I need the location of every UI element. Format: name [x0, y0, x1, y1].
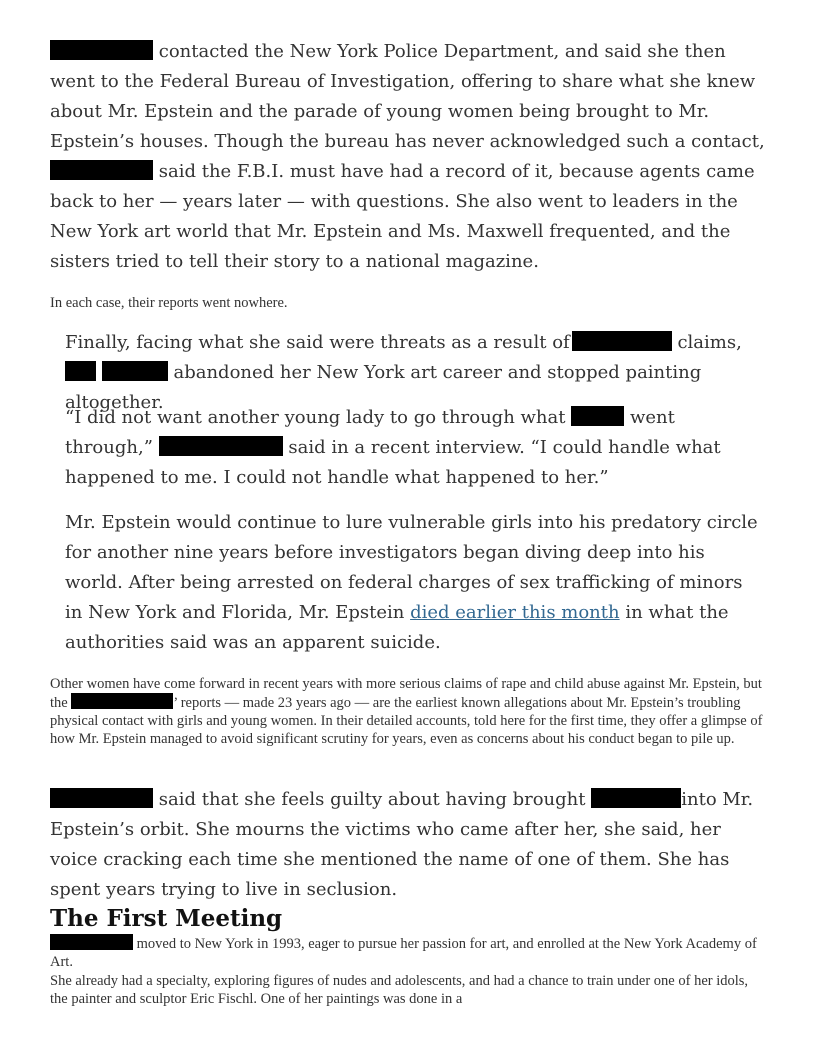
redaction-box [50, 788, 153, 808]
paragraph-4-text-c: said in a recent interview. “I could handle what happened to me. I could not handle what happened to her.” [65, 437, 721, 488]
paragraph-7 [50, 785, 766, 905]
paragraph-6 [50, 675, 766, 748]
redaction-box [50, 934, 133, 950]
redaction-box [572, 331, 672, 351]
paragraph-6-text-b: ’ reports — made 23 years ago — are the earliest known allegations about Mr. Epstein’s troubling physical contact with girls and young women. In their detailed accounts, told here for the first time, they offer a glimpse of how Mr. Epstein managed to avoid significant scrutiny for years, even as concerns about his conduct began to pile up. [50, 695, 763, 747]
paragraph-3-text-b: claims, [677, 332, 742, 353]
paragraph-1-text-b: said the F.B.I. must have had a record of it, because agents came back to her — years later — with questions. She also went to leaders in the New York art world that Mr. Epstein and Ms. Maxwell frequented, and the sisters tried to tell their story to a national magazine. [50, 161, 755, 272]
paragraph-7-text-b: into Mr. Epstein’s orbit. She mourns the victims who came after her, she said, her voice cracking each time she mentioned the name of one of them. She has spent years trying to live in seclusion. [50, 789, 754, 900]
paragraph-5 [65, 508, 765, 658]
redaction-box [591, 788, 681, 808]
paragraph-3-text-c: abandoned her New York art career and stopped painting altogether. [65, 362, 702, 413]
died-earlier-link[interactable]: died earlier this month [410, 602, 620, 623]
redaction-box [571, 406, 624, 426]
redaction-box [159, 436, 283, 456]
redaction-box [65, 361, 96, 381]
redaction-box [71, 693, 173, 709]
paragraph-2: In each case, their reports went nowhere. [50, 295, 288, 311]
paragraph-4-text-a: “I did not want another young lady to go through what [65, 407, 566, 428]
paragraph-7-text-a: said that she feels guilty about having brought [158, 789, 586, 810]
paragraph-4-text-b: went through,” [65, 407, 675, 458]
redaction-box [50, 160, 153, 180]
paragraph-1-text-a: contacted the New York Police Department, and said she then went to the Federal Bureau of Investigation, offering to share what she knew about Mr. Epstein and the parade of young women being brought to Mr. Epstein’s houses. Though the bureau has never acknowledged such a contact, [50, 41, 765, 152]
redaction-box [50, 40, 153, 60]
section-heading: The First Meeting [50, 905, 283, 932]
redaction-box [102, 361, 168, 381]
paragraph-6-text-a: Other women have come forward in recent years with more serious claims of rape and child abuse against Mr. Epstein, but the [50, 676, 762, 711]
paragraph-8-text: moved to New York in 1993, eager to pursue her passion for art, and enrolled at the New York Academy of Art. [50, 936, 757, 970]
paragraph-5-text-a: Mr. Epstein would continue to lure vulnerable girls into his predatory circle for another nine years before investigators began diving deep into his world. After being arrested on federal charges of sex trafficking of minors in New York and Florida, Mr. Epstein [65, 512, 758, 623]
paragraph-5-text-b: in what the authorities said was an apparent suicide. [65, 602, 729, 653]
paragraph-1 [50, 37, 766, 277]
paragraph-4 [65, 403, 765, 493]
paragraph-3-text-a: Finally, facing what she said were threats as a result of [65, 332, 570, 353]
paragraph-9: She already had a specialty, exploring figures of nudes and adolescents, and had a chance to train under one of her idols, the painter and sculptor Eric Fischl. One of her paintings was done in a [50, 973, 749, 1007]
paragraph-8 [50, 934, 766, 971]
